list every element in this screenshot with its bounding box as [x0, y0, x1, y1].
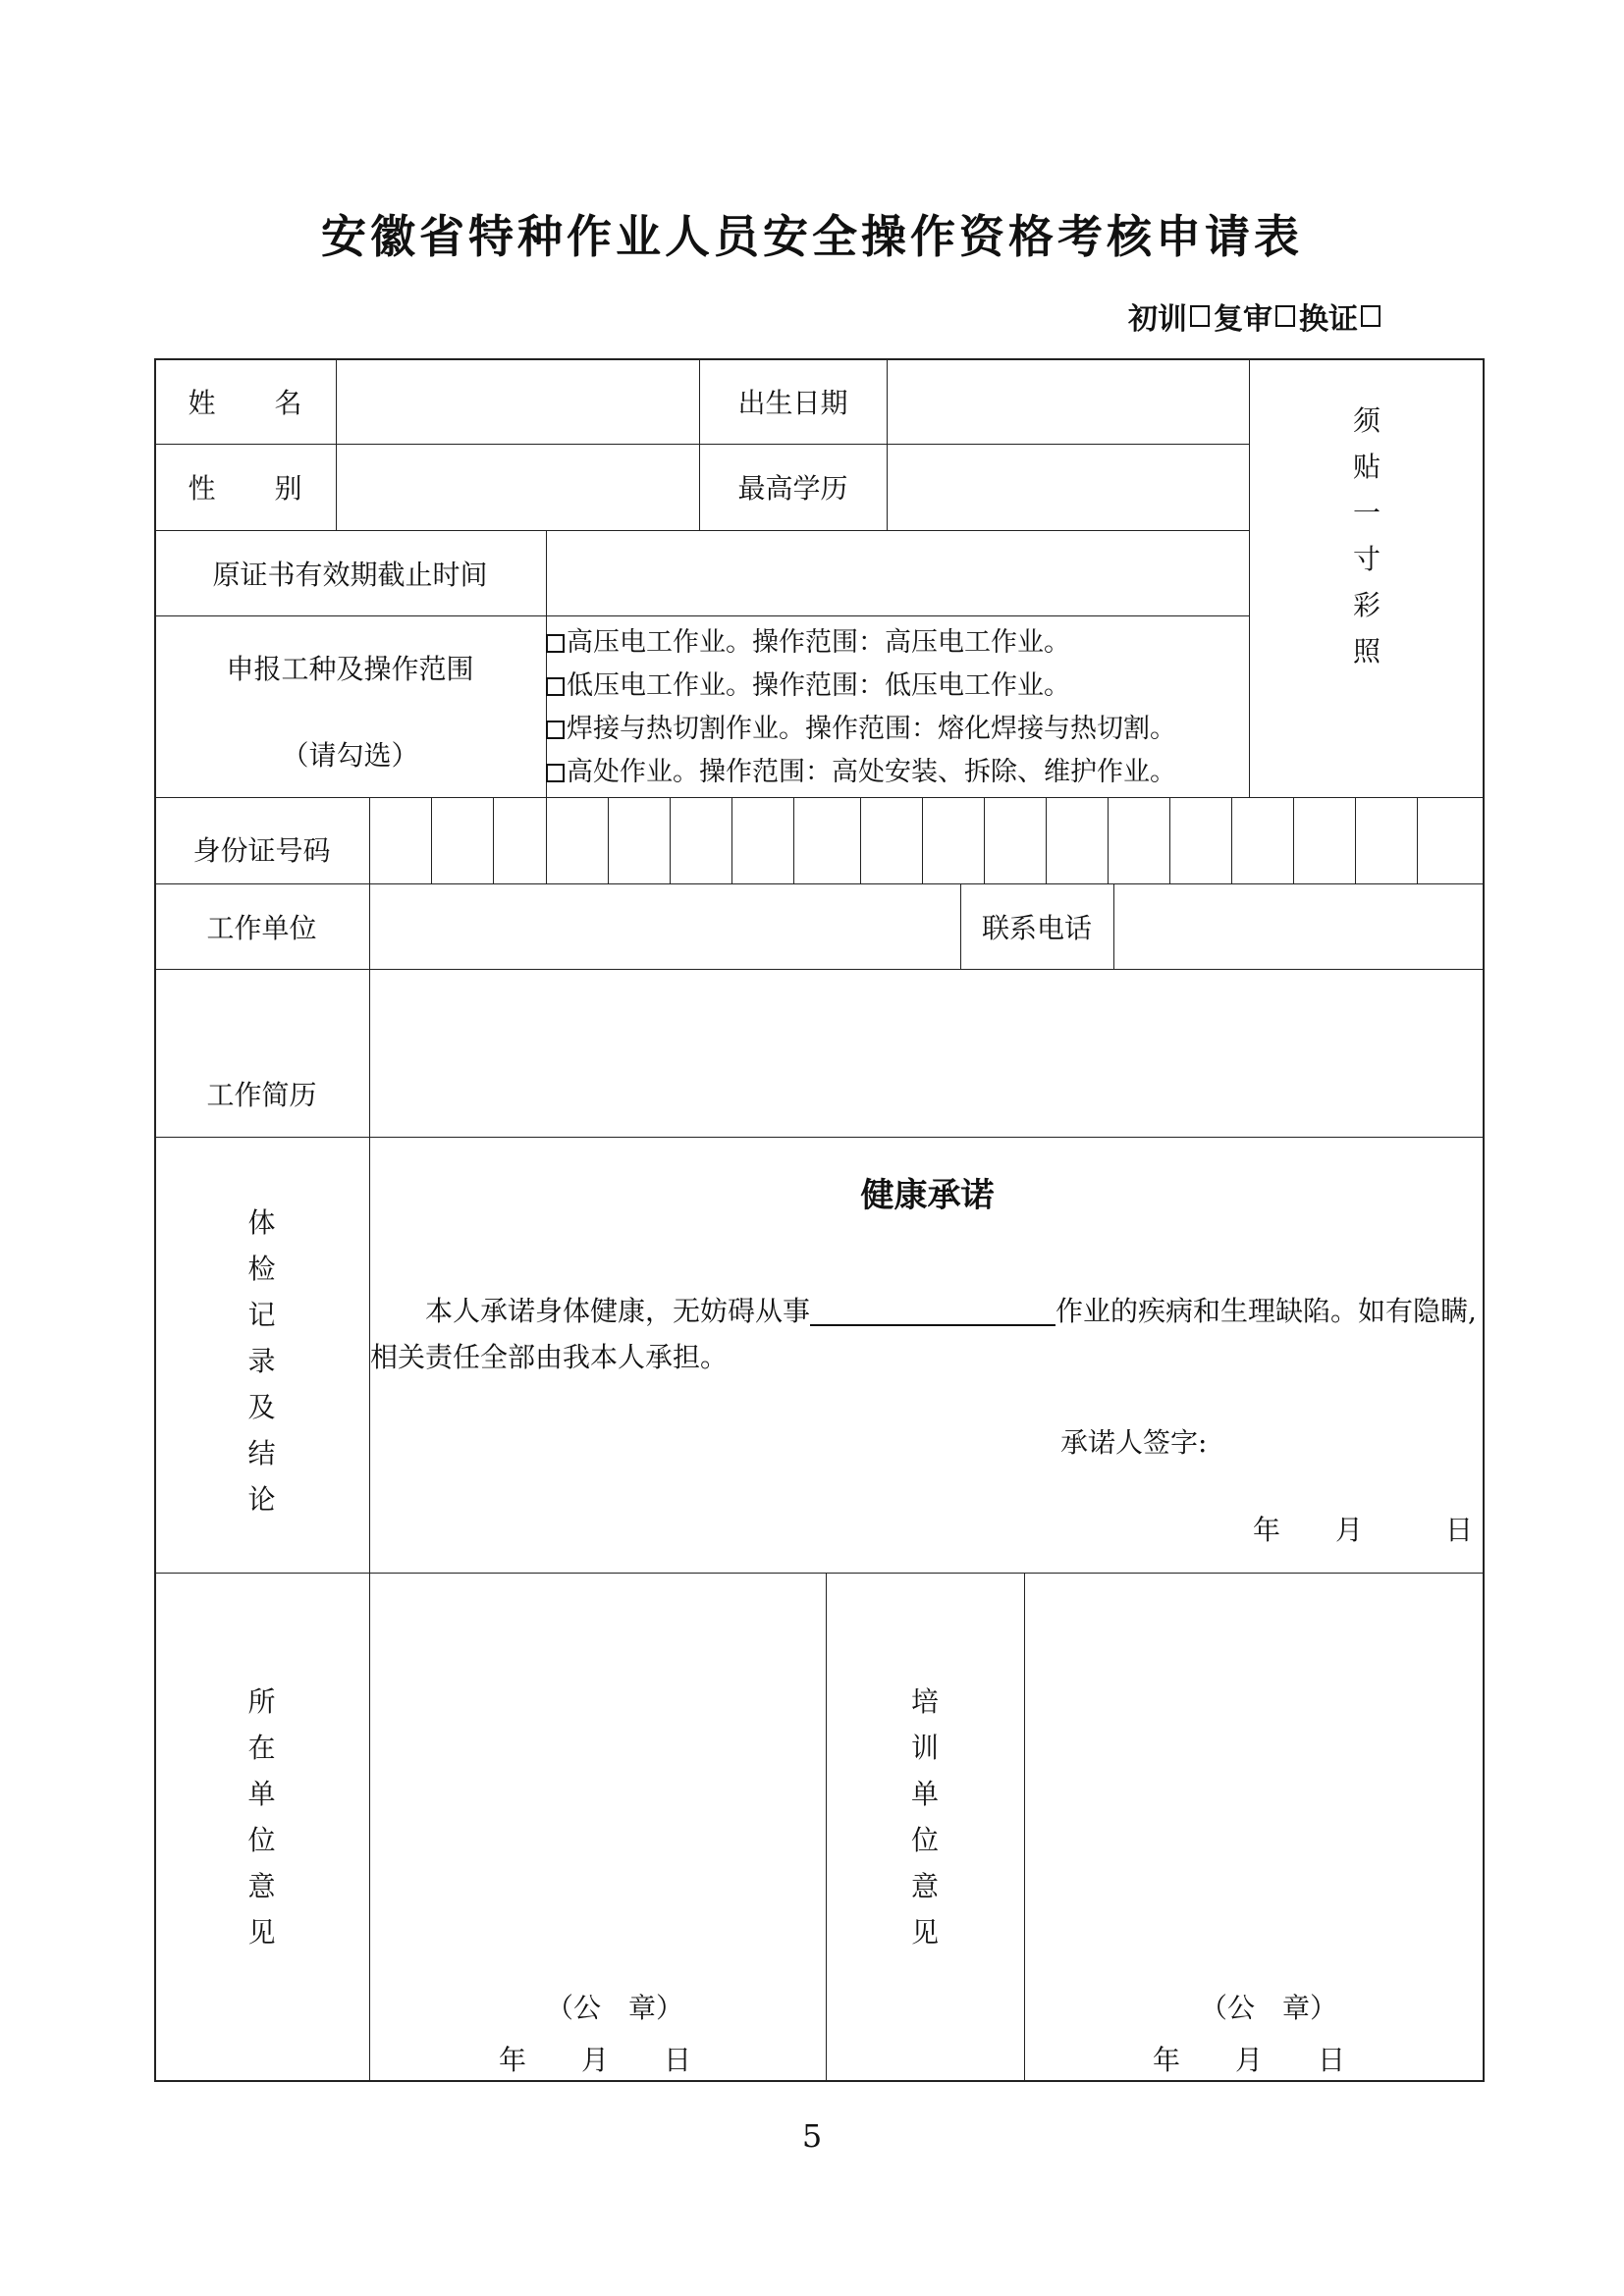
type-review-label: 复审 — [1214, 302, 1272, 337]
photo-placeholder — [1249, 398, 1485, 674]
type-initial-checkbox[interactable] — [1190, 305, 1210, 327]
pledge-text-after: 作业的疾病和生理缺陷。如有隐瞒,相关责任全部由我本人承担。 — [370, 1295, 1477, 1373]
row-divider — [154, 1573, 1485, 1574]
type-review-checkbox[interactable] — [1275, 305, 1295, 327]
id-digit-divider — [1355, 797, 1356, 883]
id-digit-divider — [1293, 797, 1294, 883]
type-renew-checkbox[interactable] — [1361, 305, 1380, 327]
employer-opinion-label — [154, 1679, 369, 1955]
photo-char: 须 — [1352, 404, 1380, 437]
id-number-label: 身份证号码 — [192, 834, 331, 867]
work-type-options — [546, 621, 1176, 794]
id-digit-divider — [431, 797, 432, 883]
pledge-text-before: 本人承诺身体健康，无妨碍从事 — [425, 1295, 811, 1327]
opinion-char: 在 — [247, 1732, 276, 1764]
page-number: 5 — [801, 2117, 823, 2155]
id-digit-divider — [793, 797, 794, 883]
training-seal: （公 章） — [1200, 1992, 1338, 2024]
health-label-char: 体 — [247, 1206, 276, 1239]
health-pledge-title: 健康承诺 — [860, 1176, 995, 1215]
id-digit-divider — [608, 797, 609, 883]
work-type-blank[interactable] — [810, 1297, 1056, 1326]
employer-seal: （公 章） — [546, 1992, 684, 2024]
column-divider — [1113, 883, 1114, 969]
row-divider — [154, 615, 1249, 616]
health-section-label — [154, 1200, 369, 1522]
opinion-char: 位 — [247, 1824, 276, 1856]
name-label — [154, 358, 361, 444]
health-label-char: 检 — [247, 1253, 276, 1285]
work-type-label: 申报工种及操作范围 — [226, 653, 474, 685]
photo-char: 照 — [1352, 635, 1380, 667]
gender-label-text: 性别 — [188, 472, 361, 505]
id-digit-divider — [731, 797, 732, 883]
photo-char: 彩 — [1352, 589, 1380, 621]
option-checkbox[interactable] — [546, 721, 565, 739]
option-label: 高处作业。操作范围：高处安装、拆除、维护作业。 — [567, 757, 1176, 787]
employer-label: 工作单位 — [206, 911, 317, 944]
option-height-work[interactable] — [546, 751, 1176, 794]
option-checkbox[interactable] — [546, 677, 565, 696]
row-divider — [154, 797, 1485, 798]
work-type-hint: （请勾选） — [281, 739, 419, 772]
opinion-char: 所 — [247, 1685, 276, 1718]
opinion-char: 训 — [910, 1732, 939, 1764]
id-digit-divider — [546, 797, 547, 883]
type-initial-label: 初训 — [1128, 302, 1187, 337]
option-label: 低压电工作业。操作范围：低压电工作业。 — [567, 670, 1070, 701]
phone-label: 联系电话 — [981, 911, 1092, 944]
id-digit-divider — [922, 797, 923, 883]
photo-char: 贴 — [1352, 451, 1380, 483]
type-renew-label: 换证 — [1299, 302, 1358, 337]
id-digit-divider — [1046, 797, 1047, 883]
name-label-text: 姓名 — [188, 386, 361, 419]
health-label-char: 论 — [247, 1483, 276, 1516]
photo-char: 一 — [1352, 497, 1380, 529]
health-label-char: 结 — [247, 1437, 276, 1469]
id-digit-divider — [1108, 797, 1109, 883]
pledge-date: 年 月 日 — [1253, 1514, 1474, 1546]
opinion-char: 单 — [910, 1778, 939, 1810]
education-label: 最高学历 — [737, 472, 848, 505]
cert-expiry-label: 原证书有效期截止时间 — [212, 558, 488, 591]
employer-opinion-date: 年 月 日 — [499, 2044, 692, 2076]
opinion-char: 意 — [247, 1870, 276, 1902]
column-divider — [1024, 1573, 1025, 2082]
option-high-voltage[interactable] — [546, 621, 1176, 665]
opinion-char: 培 — [910, 1685, 939, 1718]
opinion-char: 单 — [247, 1778, 276, 1810]
training-opinion-label — [826, 1679, 1024, 1955]
application-type — [1128, 294, 1384, 338]
opinion-char: 见 — [247, 1916, 276, 1949]
option-checkbox[interactable] — [546, 764, 565, 782]
option-label: 高压电工作业。操作范围：高压电工作业。 — [567, 627, 1070, 658]
option-low-voltage[interactable] — [546, 665, 1176, 708]
id-digit-divider — [670, 797, 671, 883]
column-divider — [887, 358, 888, 530]
form-title: 安徽省特种作业人员安全操作资格考核申请表 — [321, 210, 1303, 263]
health-label-char: 及 — [247, 1391, 276, 1423]
row-divider — [154, 969, 1485, 970]
gender-label — [154, 444, 361, 530]
training-opinion-date: 年 月 日 — [1153, 2044, 1346, 2076]
birth-date-label: 出生日期 — [737, 386, 848, 419]
id-digit-divider — [1417, 797, 1418, 883]
id-digit-divider — [984, 797, 985, 883]
opinion-char: 位 — [910, 1824, 939, 1856]
option-label: 焊接与热切割作业。操作范围：熔化焊接与热切割。 — [567, 714, 1176, 744]
opinion-char: 意 — [910, 1870, 939, 1902]
id-digit-divider — [493, 797, 494, 883]
option-welding[interactable] — [546, 708, 1176, 751]
photo-char: 寸 — [1352, 543, 1380, 575]
row-divider — [154, 1137, 1485, 1138]
id-digit-divider — [1169, 797, 1170, 883]
health-pledge-text — [370, 1288, 1483, 1380]
option-checkbox[interactable] — [546, 634, 565, 653]
work-history-label: 工作简历 — [206, 1079, 317, 1111]
id-digit-divider — [1231, 797, 1232, 883]
health-label-char: 录 — [247, 1345, 276, 1377]
id-digit-divider — [860, 797, 861, 883]
opinion-char: 见 — [910, 1916, 939, 1949]
health-label-char: 记 — [247, 1299, 276, 1331]
pledge-signer-label: 承诺人签字: — [1060, 1426, 1208, 1459]
column-divider — [369, 797, 370, 2082]
